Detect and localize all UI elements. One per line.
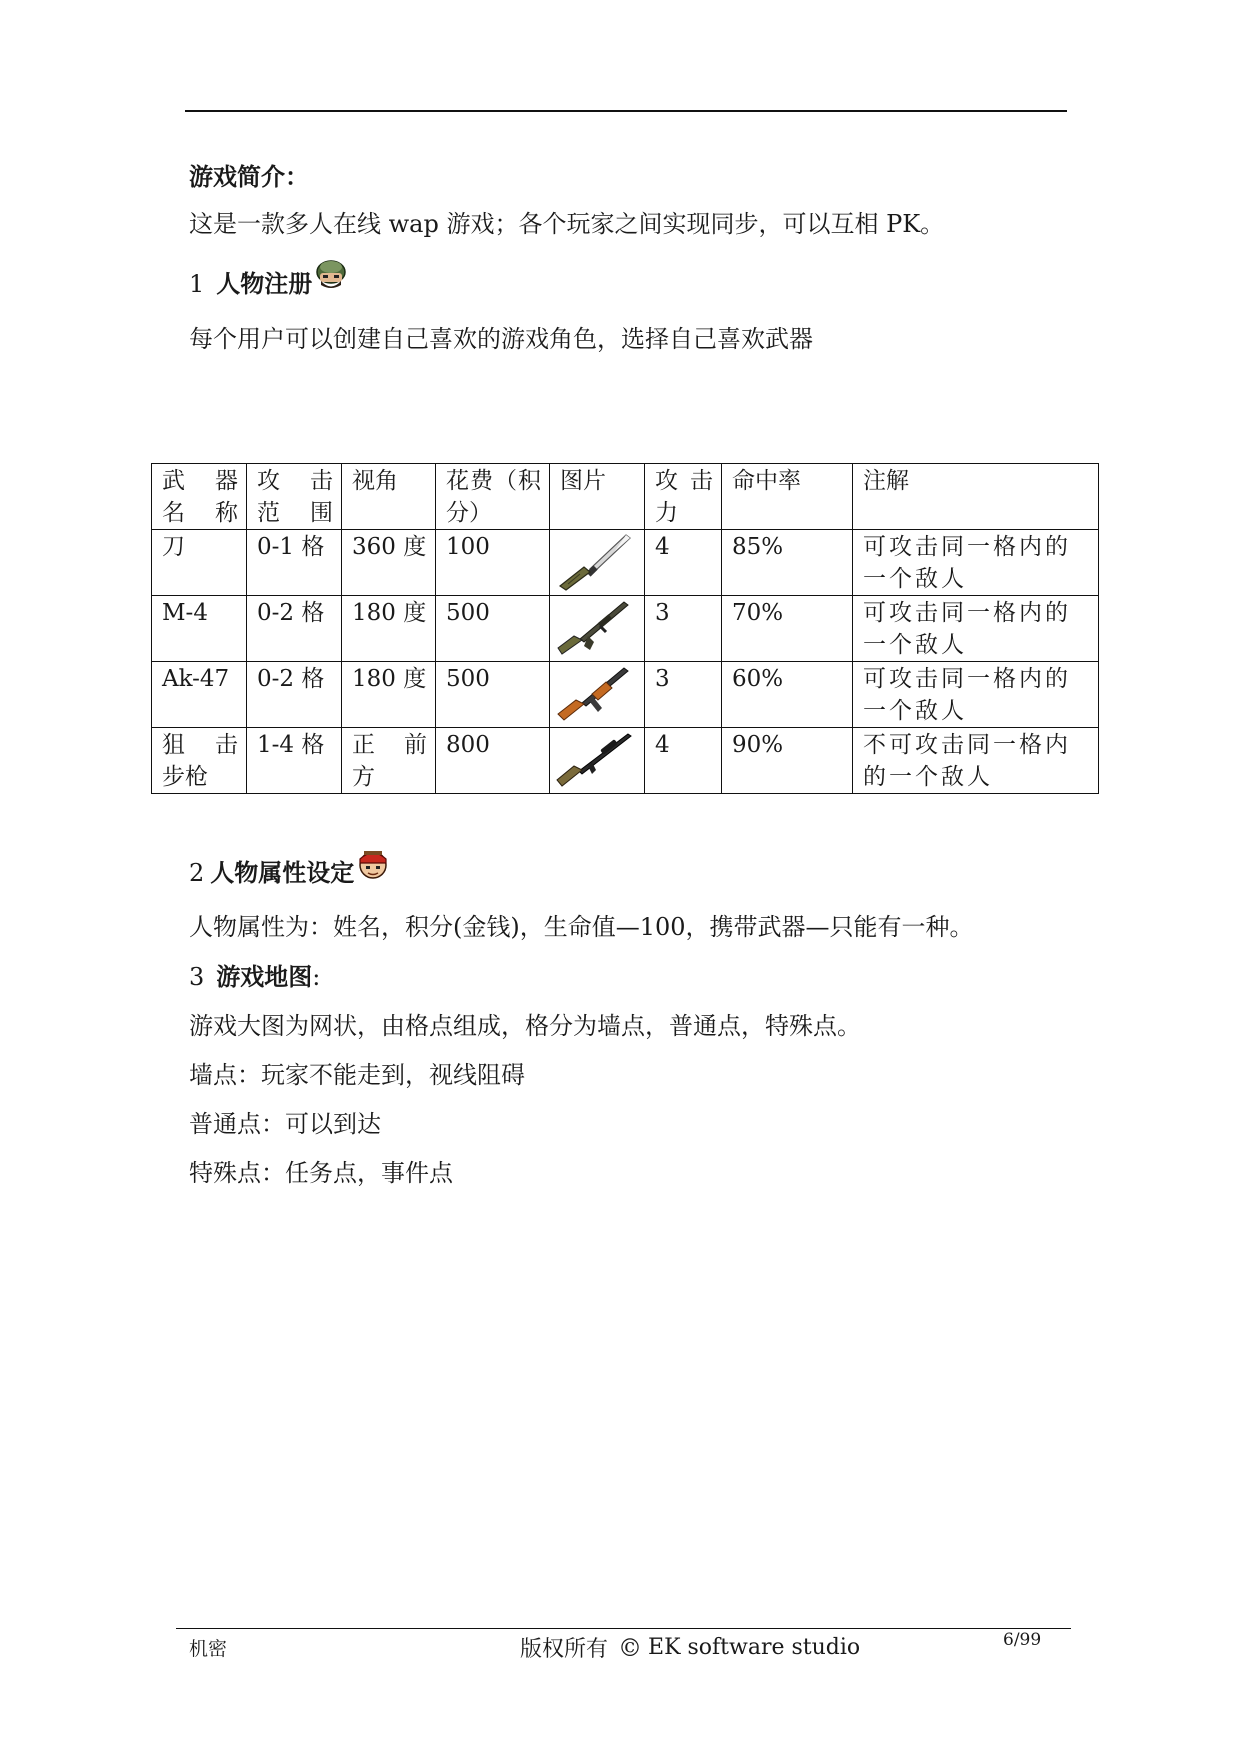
- range-cell: 0-2 格: [247, 662, 342, 728]
- note-cell: 可攻击同一格内的 一个敌人: [853, 662, 1099, 728]
- range-cell: 0-2 格: [247, 596, 342, 662]
- cost-cell: 500: [436, 662, 550, 728]
- footer-copyright-label: 版权所有: [520, 1637, 609, 1662]
- view-cell: 正 前 方: [342, 728, 436, 794]
- header-note: 注解: [853, 464, 1099, 530]
- header-weapon-name: 武 器 名称: [152, 464, 247, 530]
- ak47-rifle-icon: [550, 662, 645, 728]
- attack-cell: 4: [645, 728, 722, 794]
- section2-title: 人物属性设定: [210, 858, 355, 887]
- table-header-row: [152, 464, 1099, 530]
- range-cell: 0-1 格: [247, 530, 342, 596]
- note-cell: 可攻击同一格内的 一个敌人: [853, 530, 1099, 596]
- section1-title: 人物注册: [216, 269, 313, 298]
- section1-desc: 每个用户可以创建自己喜欢的游戏角色，选择自己喜欢武器: [189, 325, 813, 353]
- section2-number: 2: [189, 859, 205, 887]
- cost-cell: 800: [436, 728, 550, 794]
- section3-number: 3: [189, 963, 205, 991]
- attack-cell: 4: [645, 530, 722, 596]
- weapon-name-cell: M-4: [152, 596, 247, 662]
- map-line-4: 特殊点：任务点，事件点: [189, 1159, 453, 1187]
- view-cell: 180 度: [342, 596, 436, 662]
- table-row: [152, 596, 1099, 662]
- hit-rate-cell: 85%: [722, 530, 853, 596]
- note-cell: 可攻击同一格内的 一个敌人: [853, 596, 1099, 662]
- intro-text: 这是一款多人在线 wap 游戏；各个玩家之间实现同步，可以互相 PK。: [189, 210, 945, 238]
- section2-heading: [189, 855, 390, 889]
- intro-title: 游戏简介：: [189, 162, 309, 191]
- footer-studio: EK software studio: [648, 1635, 861, 1660]
- header-attack-power: 攻 击 力: [645, 464, 722, 530]
- view-cell: 180 度: [342, 662, 436, 728]
- attack-cell: 3: [645, 662, 722, 728]
- header-hit-rate: 命中率: [722, 464, 853, 530]
- table-row: [152, 728, 1099, 794]
- knife-icon: [550, 530, 645, 596]
- map-line-1: 游戏大图为网状，由格点组成，格分为墙点，普通点，特殊点。: [189, 1012, 861, 1040]
- range-cell: 1-4 格: [247, 728, 342, 794]
- header-rule: [185, 110, 1067, 112]
- footer-copyright: [520, 1632, 860, 1663]
- footer-rule: [176, 1628, 1071, 1629]
- section3-title: 游戏地图: [216, 962, 313, 991]
- sniper-rifle-icon: [550, 728, 645, 794]
- header-picture: 图片: [550, 464, 645, 530]
- footer-confidential: 机密: [189, 1638, 228, 1660]
- attack-cell: 3: [645, 596, 722, 662]
- soldier-avatar-icon: [314, 258, 348, 292]
- weapon-name-cell: 狙 击 步枪: [152, 728, 247, 794]
- map-line-3: 普通点：可以到达: [189, 1110, 381, 1138]
- section3-heading: [189, 961, 320, 993]
- m4-rifle-icon: [550, 596, 645, 662]
- hit-rate-cell: 90%: [722, 728, 853, 794]
- view-cell: 360 度: [342, 530, 436, 596]
- weapon-name-cell: Ak-47: [152, 662, 247, 728]
- hit-rate-cell: 70%: [722, 596, 853, 662]
- note-cell: 不可攻击同一格内 的一个敌人: [853, 728, 1099, 794]
- section1-heading: [189, 266, 348, 300]
- cost-cell: 500: [436, 596, 550, 662]
- section3-colon: :: [312, 963, 321, 991]
- table-row: [152, 662, 1099, 728]
- page-number: 6/99: [1003, 1630, 1042, 1650]
- table-row: [152, 530, 1099, 596]
- header-attack-range: 攻 击 范围: [247, 464, 342, 530]
- map-line-2: 墙点：玩家不能走到，视线阻碍: [189, 1061, 525, 1089]
- header-view-angle: 视角: [342, 464, 436, 530]
- cost-cell: 100: [436, 530, 550, 596]
- copyright-icon: ©: [618, 1633, 643, 1662]
- hit-rate-cell: 60%: [722, 662, 853, 728]
- weapons-table: [151, 463, 1099, 794]
- red-bandana-avatar-icon: [356, 847, 390, 881]
- header-cost: 花费（积 分）: [436, 464, 550, 530]
- section2-desc: 人物属性为：姓名，积分(金钱)，生命值—100，携带武器—只能有一种。: [189, 913, 974, 941]
- section1-number: 1: [189, 270, 205, 298]
- weapon-name-cell: 刀: [152, 530, 247, 596]
